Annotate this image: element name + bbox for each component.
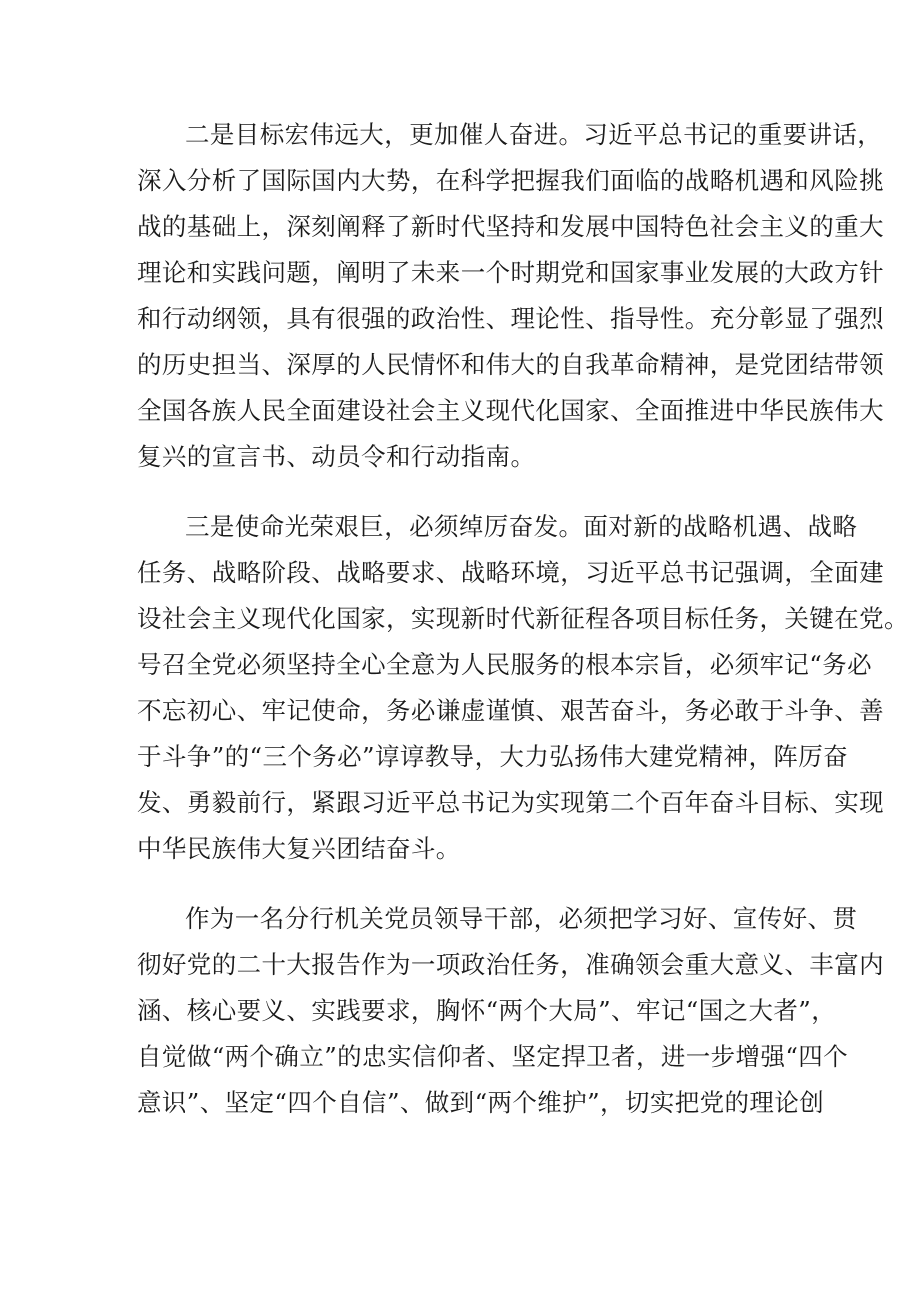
paragraph-mission <box>137 504 909 872</box>
document-body <box>137 112 909 1150</box>
text-line: 彻好党的二十大报告作为一项政治任务，准确领会重大意义、丰富内 <box>137 950 884 979</box>
text-line: 作为一名分行机关党员领导干部，必须把学习好、宣传好、贯 <box>185 904 858 933</box>
text-line: 设社会主义现代化国家，实现新时代新征程各项目标任务，关键在党。 <box>137 604 909 633</box>
text-line: 三是使命光荣艰巨，必须绰厉奋发。面对新的战略机遇、战略 <box>185 512 858 541</box>
text-line: 任务、战略阶段、战略要求、战略环境，习近平总书记强调，全面建 <box>137 558 884 587</box>
text-line: 号召全党必须坚持全心全意为人民服务的根本宗旨，必须牢记“务必 <box>137 650 873 679</box>
text-line: 全国各族人民全面建设社会主义现代化国家、全面推进中华民族伟大 <box>137 396 884 425</box>
text-line: 涵、核心要义、实践要求，胸怀“两个大局”、牢记“国之大者”， <box>137 996 837 1025</box>
text-line: 于斗争”的“三个务必”谆谆教导，大力弘扬伟大建党精神，阵厉奋 <box>137 742 849 771</box>
text-line: 复兴的宣言书、动员令和行动指南。 <box>137 442 536 471</box>
text-line: 深入分析了国际国内大势，在科学把握我们面临的战略机遇和风险挑 <box>137 166 884 195</box>
text-line: 不忘初心、牢记使命，务必谦虚谨慎、艰苦奋斗，务必敢于斗争、善 <box>137 696 884 725</box>
paragraph-goal <box>137 112 884 480</box>
text-line: 中华民族伟大复兴团结奋斗。 <box>137 834 461 863</box>
text-line: 理论和实践问题，阐明了未来一个时期党和国家事业发展的大政方针 <box>137 258 884 287</box>
text-line: 战的基础上，深刻阐释了新时代坚持和发展中国特色社会主义的重大 <box>137 212 884 241</box>
text-line: 二是目标宏伟远大，更加催人奋进。习近平总书记的重要讲话， <box>185 120 883 149</box>
paragraph-duty <box>137 896 884 1126</box>
text-line: 的历史担当、深厚的人民情怀和伟大的自我革命精神，是党团结带领 <box>137 350 884 379</box>
text-line: 意识”、坚定“四个自信”、做到“两个维护”，切实把党的理论创 <box>137 1088 825 1117</box>
text-line: 自觉做“两个确立”的忠实信仰者、坚定捍卫者，进一步增强“四个 <box>137 1042 849 1071</box>
text-line: 和行动纲领，具有很强的政治性、理论性、指导性。充分彰显了强烈 <box>137 304 884 333</box>
text-line: 发、勇毅前行，紧跟习近平总书记为实现第二个百年奋斗目标、实现 <box>137 788 884 817</box>
